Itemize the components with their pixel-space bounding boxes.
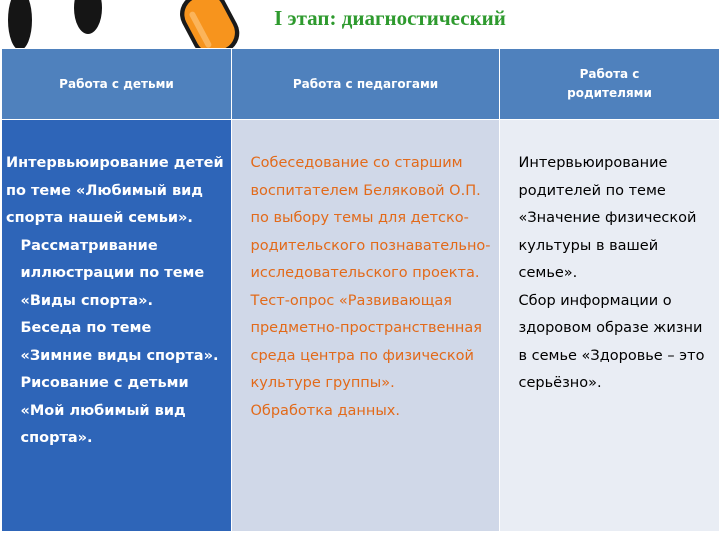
content-row	[2, 120, 720, 532]
header-row	[2, 49, 720, 120]
parents-cell	[500, 120, 720, 532]
plan-table	[1, 48, 720, 532]
list-item: Рисование с детьми «Мой любимый вид спорта».	[20, 375, 189, 446]
list-item: Интервьюирование детей по теме «Любимый вид спорта нашей семьи».	[6, 155, 224, 226]
header-parents	[500, 49, 720, 120]
list-item: Сбор информации о здоровом образе жизни в семье «Здоровье – это серьёзно».	[518, 292, 705, 391]
list-item: Собеседование со старшим воспитателем Беляковой О.П. по выбору темы для детско-родительского познавательно-исследовательского проекта.	[250, 155, 491, 281]
page-title: I этап: диагностический	[274, 6, 506, 30]
header-children: Работа с детьми	[2, 49, 232, 120]
teachers-cell	[232, 120, 500, 532]
children-cell	[2, 120, 232, 532]
header-parents-label: Работа с родителями	[567, 67, 652, 100]
list-item: Обработка данных.	[250, 402, 400, 419]
header-teachers: Работа с педагогами	[232, 49, 500, 120]
list-item: Рассматривание иллюстрации по теме «Виды спорта».	[20, 237, 205, 309]
list-item: Беседа по теме «Зимние виды спорта».	[20, 320, 219, 364]
list-item: Интервьюирование родителей по теме «Значение физической культуры в вашей семье».	[518, 155, 697, 281]
list-item: Тест-опрос «Развивающая предметно-пространственная среда центра по физической культуре группы».	[250, 292, 483, 391]
